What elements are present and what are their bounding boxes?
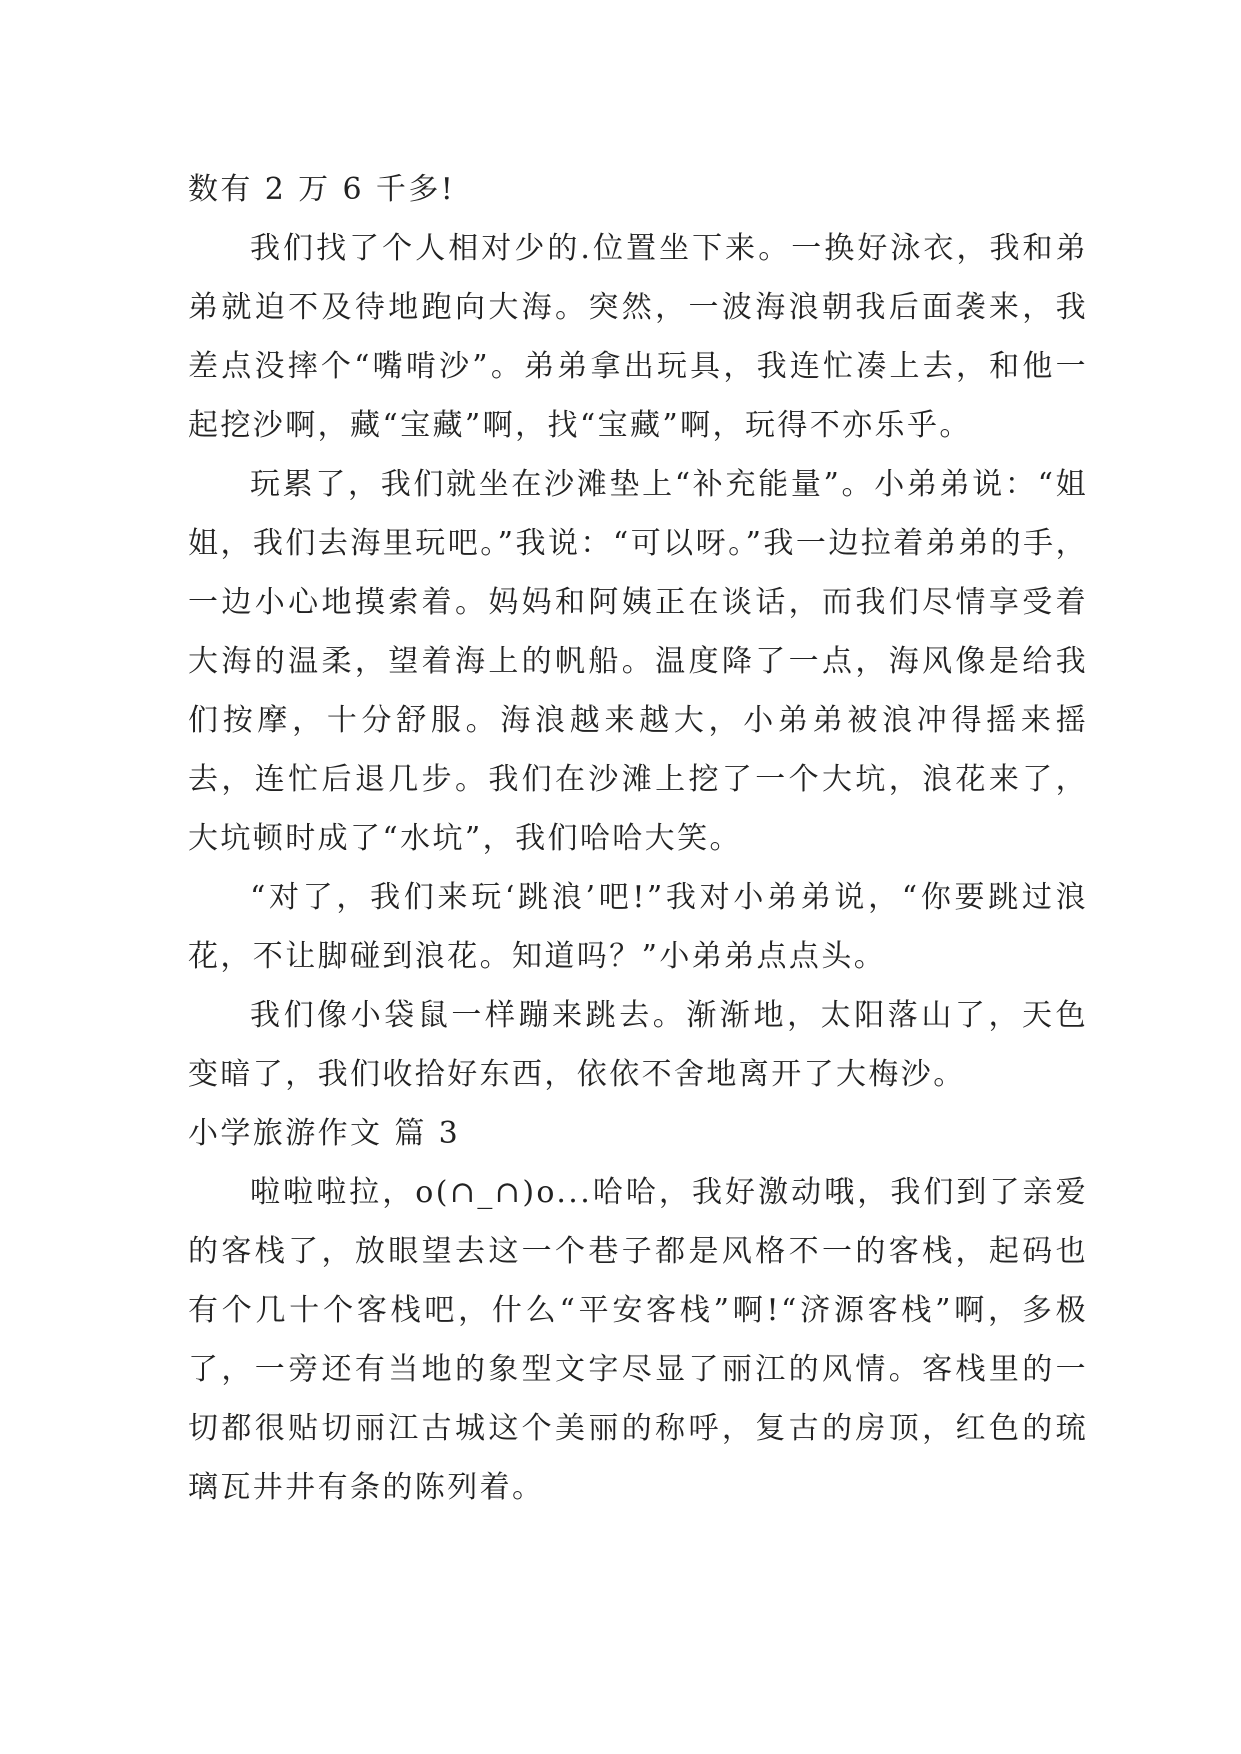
paragraph-inn: 啦啦啦拉，o(∩_∩)o...哈哈，我好激动哦，我们到了亲爱的客栈了，放眼望去这一个巷子都是风格不一的客栈，起码也有个几十个客栈吧，什么“平安客栈”啊!“济源客栈”啊，多极了，一旁还有当地的象型文字尽显了丽江的风情。客栈里的一切都很贴切丽江古城这个美丽的称呼，复古的房顶，红色的琉璃瓦井井有条的陈列着。 [188,1175,1088,1505]
document-body [188,160,1088,1517]
paragraph-jump-waves: “对了，我们来玩‘跳浪’吧!”我对小弟弟说，“你要跳过浪花，不让脚碰到浪花。知道吗？”小弟弟点点头。 [188,880,1088,974]
paragraph-rest-on-beach: 玩累了，我们就坐在沙滩垫上“补充能量”。小弟弟说：“姐姐，我们去海里玩吧。”我说：“可以呀。”我一边拉着弟弟的手，一边小心地摸索着。妈妈和阿姨正在谈话，而我们尽情享受着大海的温柔，望着海上的帆船。温度降了一点，海风像是给我们按摩，十分舒服。海浪越来越大，小弟弟被浪冲得摇来摇去，连忙后退几步。我们在沙滩上挖了一个大坑，浪花来了，大坑顿时成了“水坑”，我们哈哈大笑。 [188,467,1088,856]
section-heading: 小学旅游作文 篇 3 [188,1116,461,1151]
paragraph-sunset: 我们像小袋鼠一样蹦来跳去。渐渐地，太阳落山了，天色变暗了，我们收拾好东西，依依不舍地离开了大梅沙。 [188,998,1088,1092]
paragraph-find-seat: 我们找了个人相对少的.位置坐下来。一换好泳衣，我和弟弟就迫不及待地跑向大海。突然，一波海浪朝我后面袭来，我差点没摔个“嘴啃沙”。弟弟拿出玩具，我连忙凑上去，和他一起挖沙啊，藏“宝藏”啊，找“宝藏”啊，玩得不亦乐乎。 [188,231,1088,443]
paragraph-continuation: 数有 2 万 6 千多! [188,172,456,207]
